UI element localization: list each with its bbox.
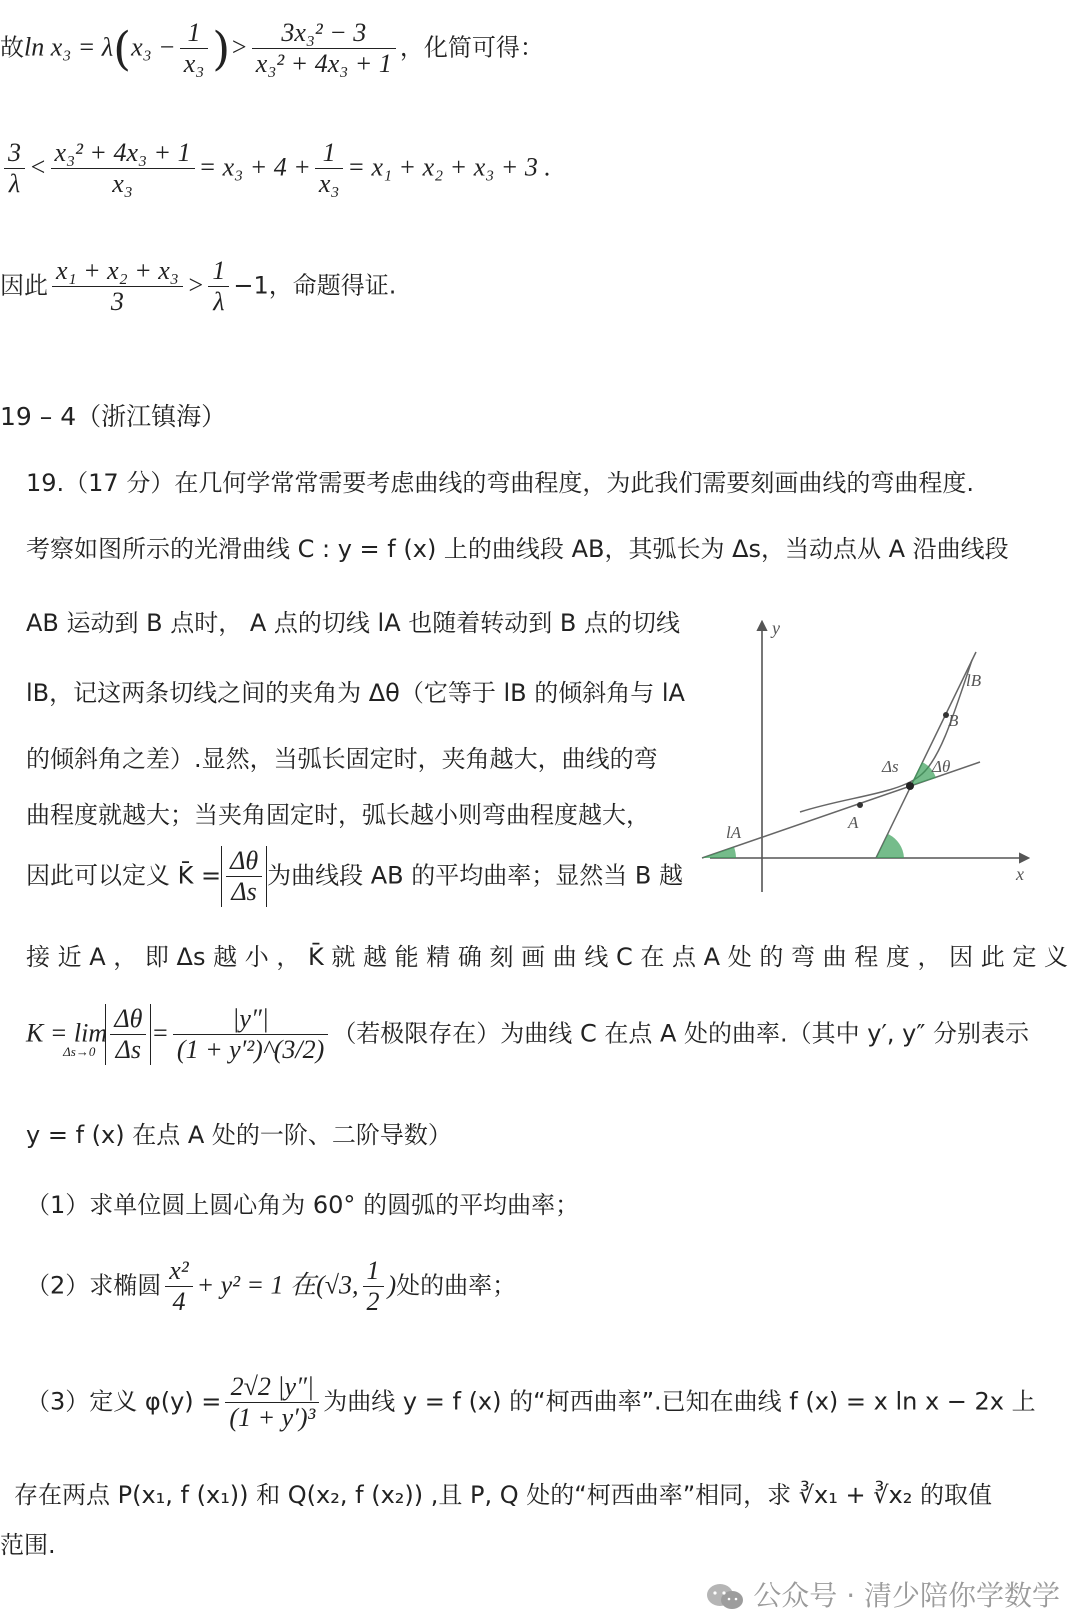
y-axis-label: y: [772, 618, 780, 638]
text: 为曲线段 AB 的平均曲率；显然当 B 越: [267, 861, 684, 890]
problem-line-10: y = f (x) 在点 A 处的一阶、二阶导数）: [26, 1121, 452, 1149]
fraction: [51, 138, 195, 199]
numerator: |y″|: [173, 1004, 328, 1035]
denominator: 3: [110, 287, 124, 316]
label-dtheta: Δθ: [932, 757, 951, 776]
curvature-definition: [26, 1004, 1029, 1069]
text: （若极限存在）为曲线 C 在点 A 处的曲率.（其中 y′, y″ 分别表示: [332, 1019, 1029, 1048]
math: ): [387, 1270, 397, 1300]
numerator: 3x₃² − 3: [252, 18, 396, 49]
angle-lb: [876, 834, 904, 858]
numerator: x₃² + 4x₃ + 1: [51, 138, 195, 169]
denominator: x₃: [318, 169, 340, 198]
text: 故: [0, 33, 24, 62]
math: <: [29, 152, 47, 182]
fraction: [52, 256, 183, 317]
limit-subscript: Δs→0: [63, 1043, 96, 1059]
denominator: 2: [366, 1287, 380, 1316]
fraction: [226, 846, 262, 907]
text: ，化简可得：: [399, 33, 544, 62]
numerator: 1: [363, 1256, 384, 1287]
label-lb: lB: [966, 671, 982, 690]
proof-line-2: [0, 138, 551, 199]
problem-line-3: AB 运动到 B 点时， A 点的切线 lA 也随着转动到 B 点的切线: [26, 609, 680, 637]
text: 为曲线 y = f (x) 的“柯西曲率”.已知在曲线 f (x) = x ln x − 2x 上: [323, 1387, 1036, 1416]
abs-bars: [105, 1004, 151, 1065]
watermark: [705, 1574, 1060, 1614]
problem-line-2: 考察如图所示的光滑曲线 C : y = f (x) 上的曲线段 AB，其弧长为 Δs，当动点从 A 沿曲线段: [26, 535, 1009, 563]
question-3-line-2: 存在两点 P(x₁, f (x₁)) 和 Q(x₂, f (x₂)) ,且 P, Q 处的“柯西曲率”相同，求 ∛x₁ + ∛x₂ 的取值: [14, 1481, 992, 1509]
problem-line-5: 的倾斜角之差）.显然，当弧长固定时，夹角越大，曲线的弯: [26, 745, 658, 773]
proof-line-1: [0, 18, 544, 79]
problem-line-7: [26, 846, 683, 907]
text: （2）求椭圆: [26, 1271, 162, 1300]
fraction: [208, 256, 229, 317]
numerator: Δθ: [110, 1004, 146, 1035]
numerator: 3: [4, 138, 25, 169]
denominator: (1 + y′²)^(3/2): [176, 1035, 325, 1064]
problem-line-4: lB，记这两条切线之间的夹角为 Δθ（它等于 lB 的倾斜角与 lA: [26, 679, 685, 707]
math: + y² = 1 在: [196, 1270, 317, 1300]
paren: ): [212, 21, 231, 76]
denominator: (1 + y′)³: [229, 1403, 316, 1432]
text: 因此可以定义 K̄ =: [26, 861, 222, 890]
text: 处的曲率；: [396, 1271, 517, 1300]
curvature-figure: [690, 600, 1040, 900]
numerator: 1: [208, 256, 229, 287]
question-3: [26, 1372, 1036, 1433]
math: =: [151, 1018, 169, 1048]
numerator: x₁ + x₂ + x₃: [52, 256, 183, 287]
fraction: [110, 1004, 146, 1065]
denominator: λ: [213, 287, 225, 316]
numerator: x²: [165, 1256, 192, 1287]
math: = x₁ + x₂ + x₃ + 3 .: [347, 152, 551, 182]
question-3-line-3: 范围.: [0, 1531, 56, 1559]
label-b: B: [948, 711, 959, 730]
label-a: A: [848, 813, 859, 832]
tangent-la: [702, 762, 980, 858]
denominator: x₃: [183, 49, 205, 78]
text: （3）定义 φ(y) =: [26, 1387, 222, 1416]
point-intersection: [906, 782, 914, 790]
label-ds: Δs: [882, 757, 899, 776]
problem-line-6: 曲程度就越大；当夹角固定时，弧长越小则弯曲程度越大，: [26, 801, 650, 829]
numerator: 1: [180, 18, 209, 49]
fraction: [4, 138, 25, 199]
watermark-text: 公众号 · 清少陪你学数学: [753, 1579, 1060, 1612]
math: K = lim: [26, 1018, 108, 1048]
x-axis-label: x: [1016, 864, 1024, 884]
denominator: x₃: [112, 169, 133, 198]
abs-bars: [221, 846, 267, 907]
paren: (: [113, 21, 132, 76]
angle-la: [702, 847, 736, 858]
curve-c: [800, 660, 972, 812]
fraction: [180, 18, 209, 79]
denominator: x₃² + 4x₃ + 1: [255, 49, 392, 78]
math: (√3,: [316, 1270, 359, 1300]
numerator: Δθ: [226, 846, 262, 877]
fraction: [165, 1256, 192, 1317]
proof-line-3: [0, 256, 396, 317]
math: >: [186, 270, 205, 300]
text: −1，命题得证.: [233, 271, 397, 300]
question-1: （1）求单位圆上圆心角为 60° 的圆弧的平均曲率；: [26, 1191, 580, 1219]
fraction: [173, 1004, 328, 1065]
denominator: Δs: [115, 1035, 142, 1064]
problem-line-8: 接 近 A ， 即 Δs 越 小 ， K̄ 就 越 能 精 确 刻 画 曲 线 C 在 点 A 处 的 弯 曲 程 度 ， 因 此 定 义: [26, 943, 1069, 971]
fraction: [252, 18, 396, 79]
math: >: [230, 32, 248, 62]
label-la: lA: [726, 823, 742, 842]
denominator: 4: [172, 1287, 186, 1316]
wechat-icon: [705, 1582, 745, 1612]
denominator: Δs: [231, 877, 257, 906]
section-heading: 19 – 4（浙江镇海）: [0, 402, 227, 431]
question-2: [26, 1256, 516, 1317]
numerator: 1: [315, 138, 344, 169]
numerator: 2√2 |y″|: [225, 1372, 319, 1403]
fraction: [315, 138, 344, 199]
math: x₃ −: [131, 32, 176, 62]
fraction: [225, 1372, 319, 1433]
tangent-lb: [876, 652, 976, 858]
point-a: [857, 802, 863, 808]
text: 因此: [0, 271, 48, 300]
fraction: [363, 1256, 384, 1317]
math: ln x₃ = λ: [24, 32, 114, 62]
math: = x₃ + 4 +: [198, 152, 311, 182]
problem-line-1: 19.（17 分）在几何学常常需要考虑曲线的弯曲程度，为此我们需要刻画曲线的弯曲程度.: [26, 469, 974, 497]
denominator: λ: [8, 169, 21, 198]
